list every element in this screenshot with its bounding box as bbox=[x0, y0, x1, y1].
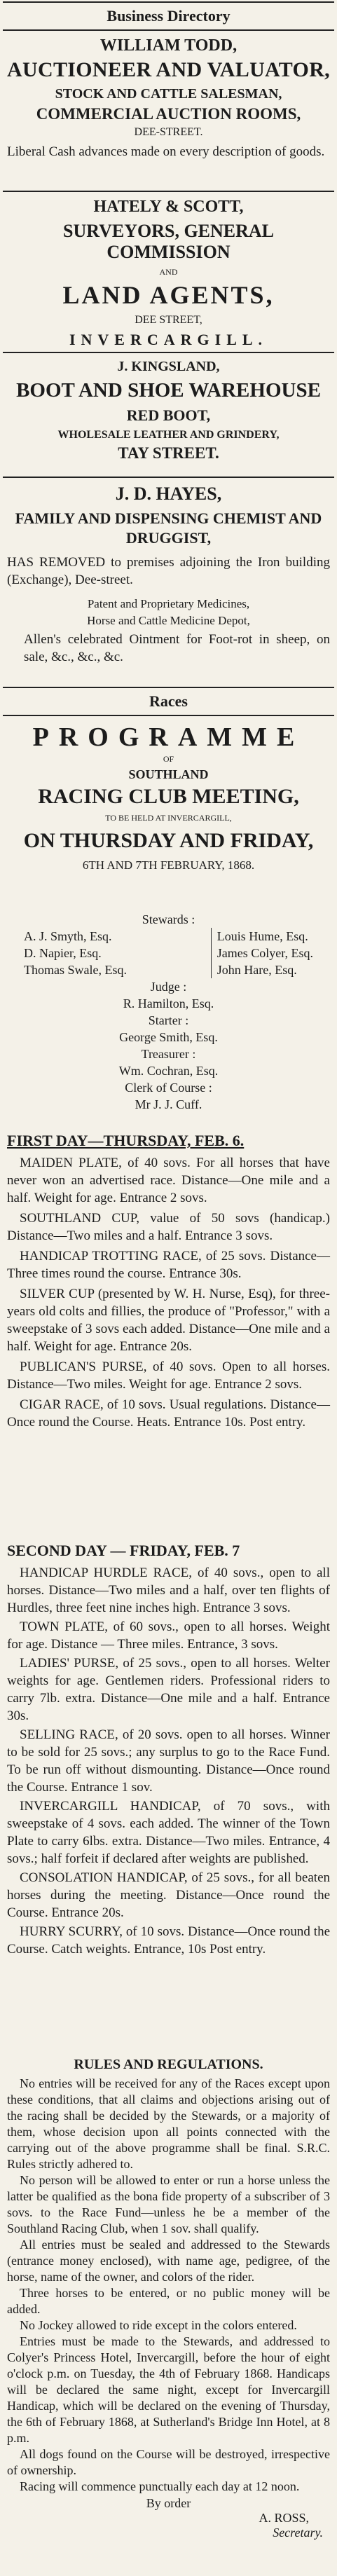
starter-label: Starter : bbox=[148, 1013, 189, 1027]
rule-item: Racing will commence punctually each day at 12 noon. bbox=[20, 2479, 300, 2493]
programme-title: PROGRAMME bbox=[32, 722, 305, 752]
judge-label: Judge : bbox=[150, 980, 187, 994]
rule bbox=[3, 687, 334, 688]
rule-item: Entries must be made to the Stewards, and addressed to Colyer's Princess Hotel, Invercargill, before the hour of eight o'clock p.m. on Tuesday, the 4th of February 1868. Handicaps will be declared the same night, except for Invercargill Handicap, which will be declared on the evening of Thursday, the 6th of February 1868, at Sutherland's Bridge Inn Hotel, at 8 p.m. bbox=[7, 2334, 330, 2445]
programme-header bbox=[7, 722, 330, 872]
todd-line3: COMMERCIAL AUCTION ROOMS, bbox=[36, 105, 301, 123]
race-item: PUBLICAN'S PURSE, of 40 sovs. Open to all horses. Distance—Two miles. Weight for age. Entrance 2 sovs. bbox=[7, 1359, 330, 1392]
second-day bbox=[7, 1542, 330, 1958]
starter: George Smith, Esq. bbox=[119, 1030, 218, 1044]
stewards-right bbox=[211, 928, 313, 978]
programme-southland: SOUTHLAND bbox=[128, 767, 209, 781]
judge: R. Hamilton, Esq. bbox=[123, 996, 214, 1010]
todd-line5: Liberal Cash advances made on every description of goods. bbox=[7, 144, 325, 159]
rule-item: No entries will be received for any of the Races except upon these conditions, that all claims and objections arising out of the racing shall be decided by the Stewards, or a majority of them, whose decision upon all points connected with the carrying out of the above programme shall be final. S.R.C. Rules strictly adhered to. bbox=[7, 2076, 330, 2171]
directory-heading: Business Directory bbox=[106, 7, 231, 25]
clerk-label: Clerk of Course : bbox=[125, 1081, 212, 1095]
rule bbox=[3, 191, 334, 192]
race-item: LADIES' PURSE, of 25 sovs., open to all horses. Welter weights for age. Gentlemen riders. Professional riders to carry 7lb. extra. Distance—One mile and a half. Entrance 30s. bbox=[7, 1656, 330, 1723]
rule-item: No Jockey allowed to ride except in the colors entered. bbox=[20, 2318, 297, 2332]
race-item: HANDICAP TROTTING RACE, of 25 sovs. Distance—Three times round the course. Entrance 30s. bbox=[7, 1249, 330, 1281]
rules-heading: RULES AND REGULATIONS. bbox=[74, 2057, 263, 2072]
rule-item: Three horses to be entered, or no public money will be added. bbox=[7, 2286, 330, 2316]
kingsland-line3: WHOLESALE LEATHER AND GRINDERY, bbox=[57, 429, 280, 441]
steward: A. J. Smyth, Esq. bbox=[24, 929, 112, 943]
clerk: Mr J. J. Cuff. bbox=[135, 1097, 202, 1111]
stewards-list bbox=[7, 928, 330, 978]
rule-item: No person will be allowed to enter or run a horse unless the latter be qualified as the bona fide property of a subscriber of 3 sovs. to the Race Fund—unless he be a member of the Southland Racing Club, when 1 sov. shall qualify. bbox=[7, 2173, 330, 2235]
race-item: SILVER CUP (presented by W. H. Nurse, Esq), for three-years old colts and fillies, the produce of "Professor," with a sweepstake of 3 sovs each added. Distance—One mile and a half. Weight for age. Entrance 20s. bbox=[7, 1287, 330, 1354]
steward: Louis Hume, Esq. bbox=[216, 929, 308, 943]
race-item: HURRY SCURRY, of 10 sovs. Distance—Once round the Course. Catch weights. Entrance, 10s Post entry. bbox=[7, 1924, 330, 1957]
kingsland-line4: TAY STREET. bbox=[118, 444, 219, 462]
race-item: MAIDEN PLATE, of 40 sovs. For all horses that have never won an advertised race. Distance—One mile and a half. Weight for age. Entrance 2 sovs. bbox=[7, 1156, 330, 1205]
treasurer: Wm. Cochran, Esq. bbox=[118, 1064, 219, 1078]
rule bbox=[3, 352, 334, 353]
todd-name: WILLIAM TODD, bbox=[99, 36, 238, 55]
rule-item: All entries must be sealed and addressed to the Stewards (entrance money enclosed), with name age, pedigree, of the horse, name of the owner, and colors of the rider. bbox=[7, 2238, 330, 2284]
races-heading: Races bbox=[149, 692, 188, 710]
hayes-ad bbox=[7, 484, 330, 666]
race-item: SELLING RACE, of 20 sovs. open to all horses. Winner to be sold for 25 sovs.; any surplus to go to the Race Fund. To be run off without dismounting. Distance—Once round the Course. Entrance 1 sov. bbox=[7, 1727, 330, 1795]
race-item: CIGAR RACE, of 10 sovs. Usual regulations. Distance—Once round the Course. Heats. Entrance 10s. Post entry. bbox=[7, 1397, 330, 1430]
top-rule bbox=[3, 1, 334, 3]
hately-line2: LAND AGENTS, bbox=[62, 281, 275, 309]
rule bbox=[3, 715, 334, 716]
hayes-name: J. D. HAYES, bbox=[115, 484, 222, 504]
race-item: TOWN PLATE, of 60 sovs., open to all horses. Weight for age. Distance — Three miles. Entrance, 3 sovs. bbox=[7, 1619, 330, 1652]
race-item: CONSOLATION HANDICAP, of 25 sovs., for all beaten horses during the meeting. Distance—Once round the Course. Entrance 20s. bbox=[7, 1870, 330, 1920]
kingsland-line2: RED BOOT, bbox=[126, 406, 211, 424]
hately-and: AND bbox=[159, 267, 178, 277]
todd-line2: STOCK AND CATTLE SALESMAN, bbox=[55, 86, 282, 102]
todd-line1: AUCTIONEER AND VALUATOR, bbox=[7, 58, 330, 81]
hayes-line5: Allen's celebrated Ointment for Foot-rot in sheep, on sale, &c., &c., &c. bbox=[24, 632, 330, 664]
todd-line4: DEE-STREET. bbox=[134, 126, 203, 138]
programme-of: OF bbox=[163, 754, 174, 764]
hately-line3: DEE STREET, bbox=[135, 314, 202, 326]
hately-name: HATELY & SCOTT, bbox=[93, 198, 244, 216]
signer: A. ROSS, bbox=[259, 2511, 309, 2525]
race-item: INVERCARGILL HANDICAP, of 70 sovs., with sweepstake of 4 sovs. each added. The winner of the Town Plate to carry 6lbs. extra. Distance—Two miles. Entrance, 4 sovs.; half forfeit if declared after weights are published. bbox=[7, 1799, 330, 1866]
rules-section bbox=[7, 2057, 330, 2540]
race-item: HANDICAP HURDLE RACE, of 40 sovs., open to all horses. Distance—Two miles and a half, over ten flights of Hurdles, three feet nine inches high. Entrance 3 sovs. bbox=[7, 1566, 330, 1615]
by-order: By order bbox=[146, 2496, 191, 2510]
hately-ad bbox=[7, 198, 330, 349]
rule-item: All dogs found on the Course will be destroyed, irrespective of ownership. bbox=[7, 2447, 330, 2477]
kingsland-name: J. KINGSLAND, bbox=[117, 359, 220, 374]
hayes-line4: Horse and Cattle Medicine Depot, bbox=[87, 614, 250, 627]
race-item: SOUTHLAND CUP, value of 50 sovs (handicap.) Distance—Two miles and a half. Entrance 3 sovs. bbox=[7, 1211, 330, 1243]
programme-dates2: 6TH AND 7TH FEBRUARY, 1868. bbox=[82, 858, 255, 872]
programme-meeting: RACING CLUB MEETING, bbox=[38, 785, 299, 808]
programme-dates: ON THURSDAY AND FRIDAY, bbox=[23, 829, 314, 852]
rule bbox=[3, 477, 334, 478]
kingsland-ad bbox=[7, 359, 330, 463]
first-day bbox=[7, 1132, 330, 1431]
todd-ad bbox=[7, 36, 330, 160]
rule bbox=[3, 29, 334, 31]
hately-line4: INVERCARGILL. bbox=[69, 331, 268, 348]
hayes-line1: FAMILY AND DISPENSING CHEMIST AND DRUGGIST, bbox=[15, 509, 322, 547]
hayes-line2: HAS REMOVED to premises adjoining the Iron building (Exchange), Dee-street. bbox=[7, 555, 330, 587]
day1-heading: FIRST DAY—THURSDAY, FEB. 6. bbox=[7, 1132, 245, 1149]
programme-held: TO BE HELD AT INVERCARGILL, bbox=[105, 813, 232, 823]
signer-title: Secretary. bbox=[273, 2526, 323, 2540]
stewards-left bbox=[24, 928, 127, 978]
officials bbox=[7, 911, 330, 1113]
kingsland-line1: BOOT AND SHOE WAREHOUSE bbox=[16, 379, 321, 402]
steward: D. Napier, Esq. bbox=[24, 946, 102, 960]
treasurer-label: Treasurer : bbox=[141, 1047, 196, 1061]
stewards-label: Stewards : bbox=[142, 912, 195, 926]
day2-heading: SECOND DAY — FRIDAY, FEB. 7 bbox=[7, 1542, 240, 1559]
steward: John Hare, Esq. bbox=[216, 963, 297, 977]
hately-line1: SURVEYORS, GENERAL COMMISSION bbox=[62, 221, 275, 262]
steward: Thomas Swale, Esq. bbox=[24, 963, 127, 977]
steward: James Colyer, Esq. bbox=[216, 946, 313, 960]
hayes-line3: Patent and Proprietary Medicines, bbox=[87, 597, 250, 610]
